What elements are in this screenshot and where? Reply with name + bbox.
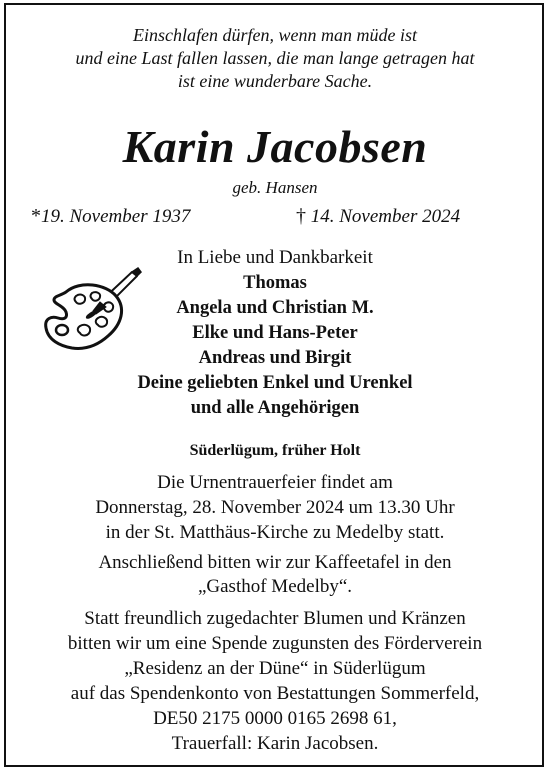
ceremony-line-2: Donnerstag, 28. November 2024 um 13.30 Uhr [95,497,455,518]
mourner-name: Thomas [243,273,307,293]
poem-line-1: Einschlafen dürfen, wenn man müde ist [133,25,417,45]
mourner-name: Deine geliebten Enkel und Urenkel [137,373,413,393]
poem-line-2: und eine Last fallen lassen, die man lange getragen hat [75,48,475,68]
poem-line-3: ist eine wunderbare Sache. [177,71,373,91]
death-date: 14. November 2024 [310,206,461,227]
mourner-name: Angela und Christian M. [176,298,374,318]
donation-line-4: auf das Spendenkonto von Bestattungen Sommerfeld, [70,683,480,704]
donation-line-3: „Residenz an der Düne“ in Süderlügum [124,658,426,679]
birth-date-line [31,204,190,229]
birth-date: 19. November 1937 [41,206,191,227]
residence-place: Süderlügum, früher Holt [189,442,361,459]
donation-reference: Trauerfall: Karin Jacobsen. [171,733,379,754]
death-cross-symbol: † [296,205,306,227]
maiden-name: geb. Hansen [232,178,318,197]
donation-line-1: Statt freundlich zugedachter Blumen und Kränzen [84,608,466,629]
mourner-name: Andreas und Birgit [198,348,352,368]
bank-account-iban: DE50 2175 0000 0165 2698 61, [153,708,397,729]
reception-line-2: „Gasthof Medelby“. [197,576,353,597]
ceremony-line-1: Die Urnentrauerfeier findet am [157,472,393,493]
mourner-name: und alle Angehörigen [190,398,360,418]
reception-line-1: Anschließend bitten wir zur Kaffeetafel in den [98,552,452,573]
donation-line-2: bitten wir um eine Spende zugunsten des Förderverein [67,633,483,654]
birth-symbol: * [31,205,41,227]
mourner-name: Elke und Hans-Peter [192,323,358,343]
deceased-name: Karin Jacobsen [122,121,428,172]
mourners-intro: In Liebe und Dankbarkeit [177,247,373,268]
ceremony-line-3: in der St. Matthäus-Kirche zu Medelby statt. [105,522,445,543]
death-date-line [296,204,460,229]
